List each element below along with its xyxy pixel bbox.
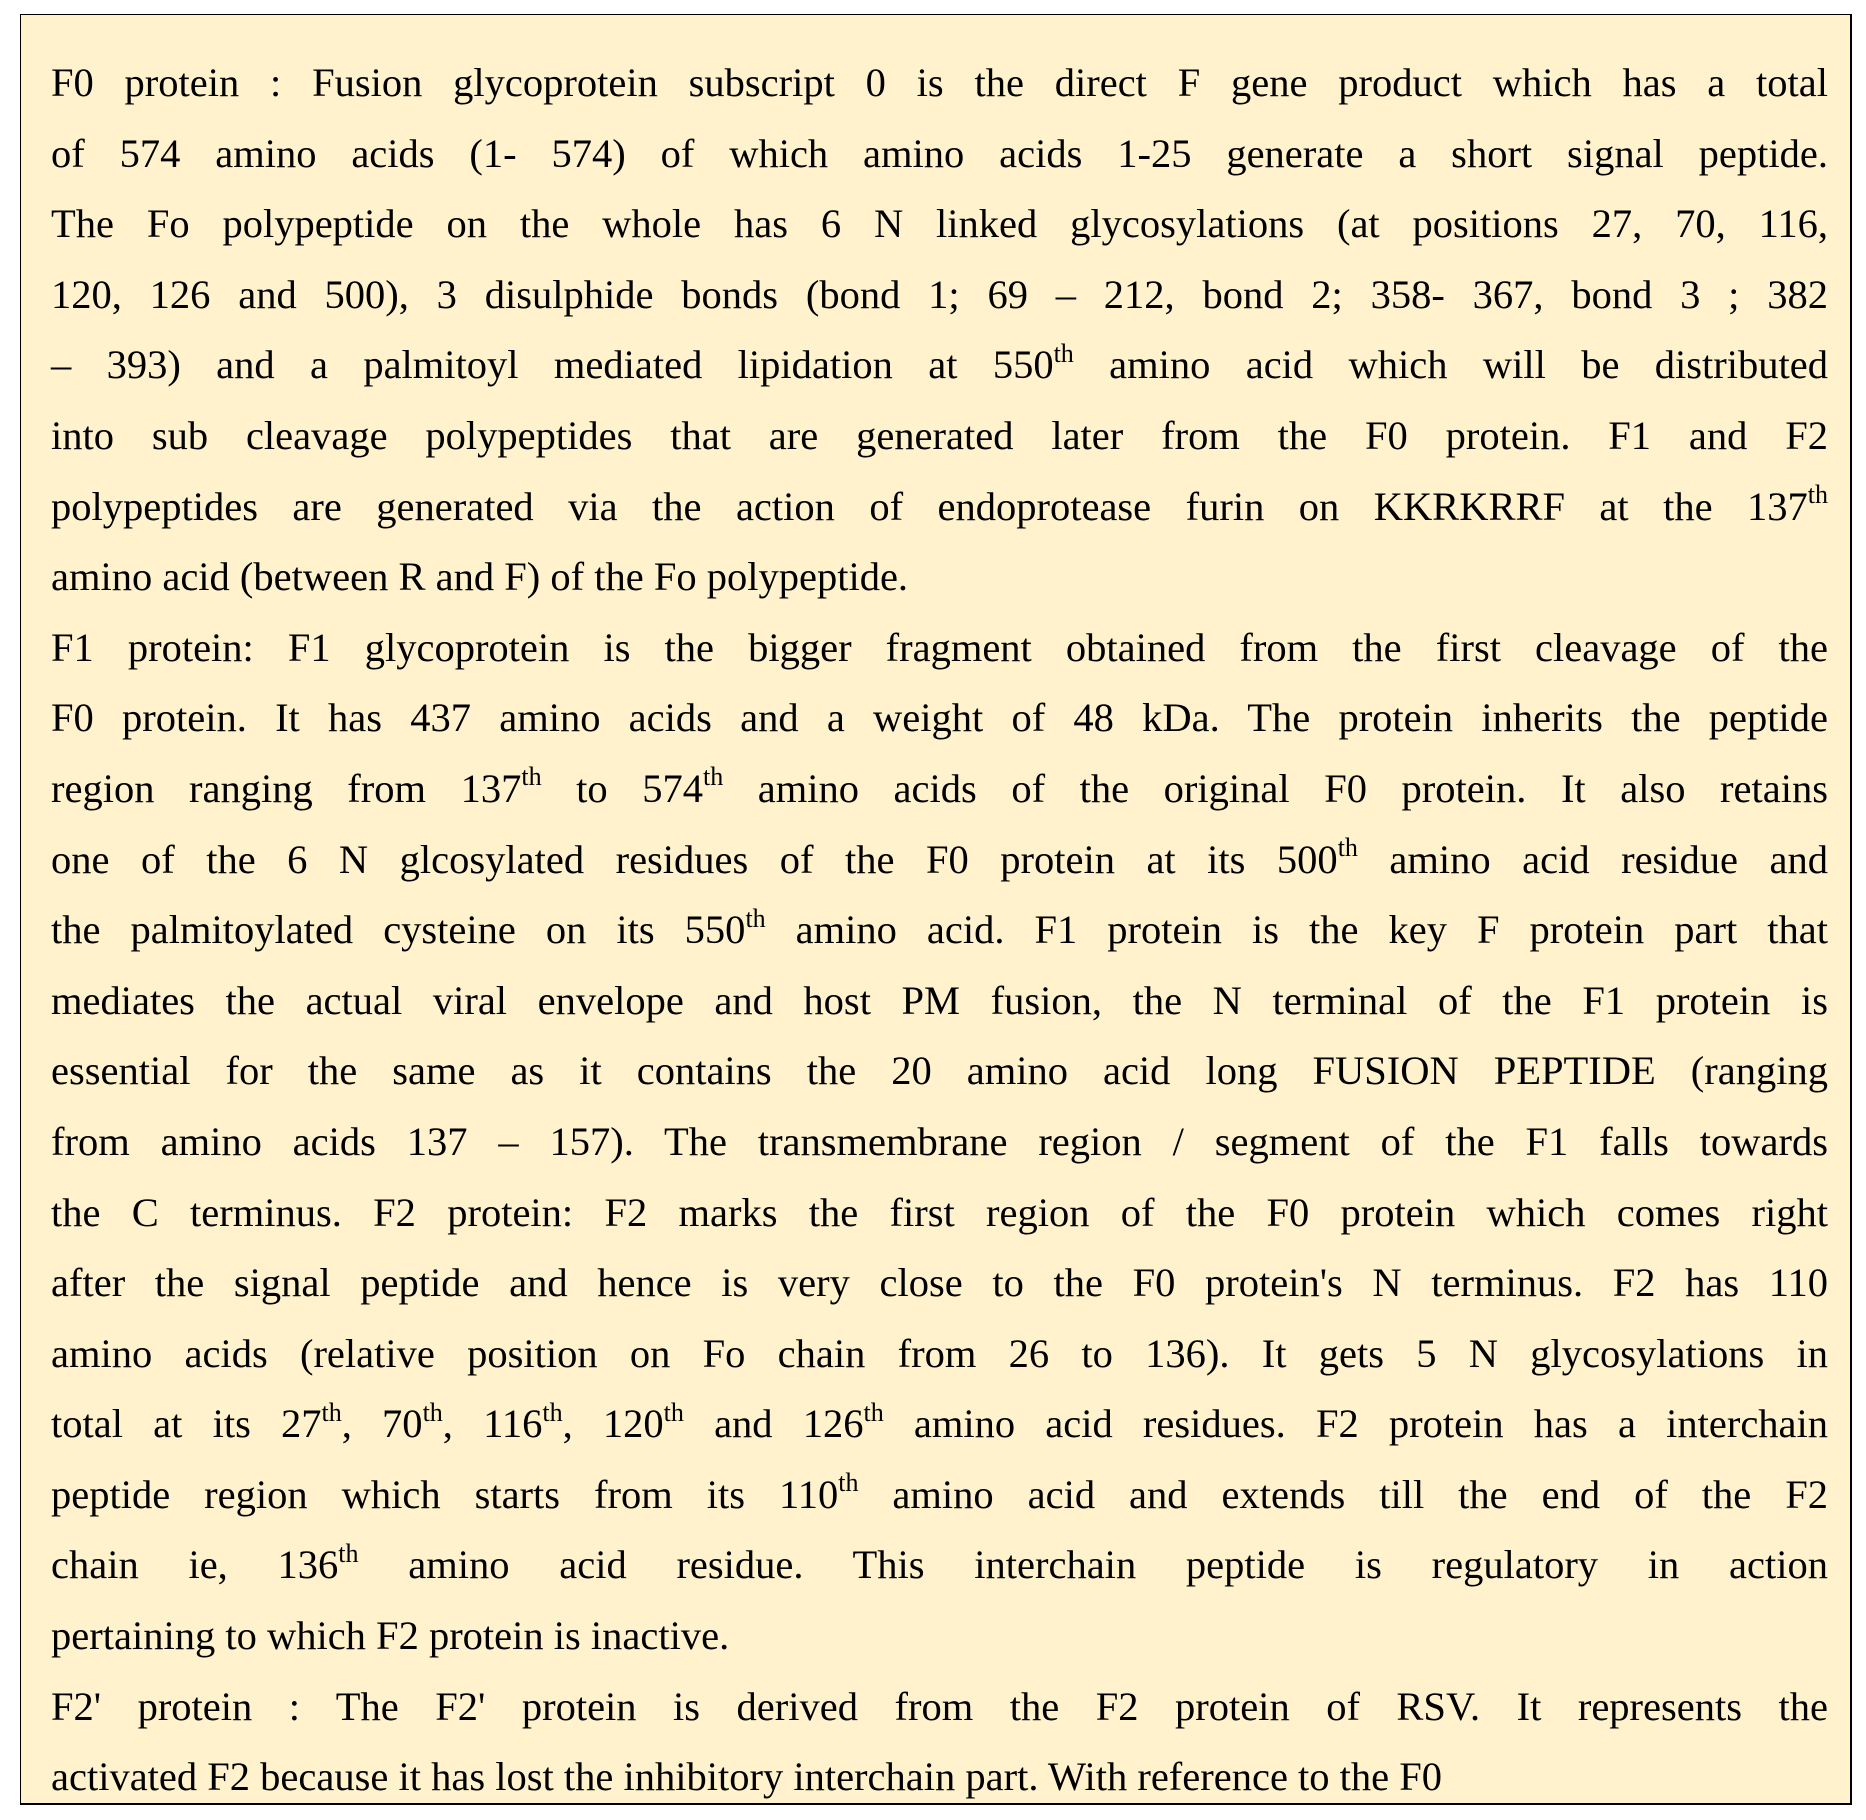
paragraph-f0-protein: [51, 48, 1828, 613]
text-line: [51, 472, 1828, 543]
text-segment: essential for the same as it contains the 20 amino acid long FUSION PEPTIDE (ranging: [51, 1048, 1828, 1094]
text-segment: amino acid residue. This interchain peptide is regulatory in action: [358, 1542, 1828, 1588]
text-line: [51, 613, 1828, 684]
text-segment: amino acid. F1 protein is the key F protein part that: [765, 907, 1828, 953]
ordinal-superscript: th: [1807, 480, 1828, 510]
text-segment: F0 protein. It has 437 amino acids and a weight of 48 kDa. The protein inherits the peptide: [51, 695, 1828, 741]
text-segment: total at its 27: [51, 1401, 322, 1447]
paragraph-f2-prime-protein: [51, 1672, 1828, 1813]
text-segment: polypeptides are generated via the action of endoprotease furin on KKRKRRF at the 137: [51, 483, 1808, 529]
text-segment: 120, 126 and 500), 3 disulphide bonds (bond 1; 69 – 212, bond 2; 358- 367, bond 3 ; 382: [51, 271, 1828, 317]
paragraph-f1-f2-protein: [51, 613, 1828, 1672]
text-line: [51, 260, 1828, 331]
text-segment: , 70: [341, 1401, 423, 1447]
text-line: [51, 189, 1828, 260]
text-segment: after the signal peptide and hence is very close to the F0 protein's N terminus. F2 has 110: [51, 1260, 1828, 1306]
ordinal-superscript: th: [745, 903, 766, 933]
text-segment: and 126: [683, 1401, 864, 1447]
text-segment: region ranging from 137: [51, 765, 522, 811]
text-segment: into sub cleavage polypeptides that are generated later from the F0 protein. F1 and F2: [51, 412, 1828, 458]
text-line: [51, 1107, 1828, 1178]
text-segment: F0 protein : Fusion glycoprotein subscript 0 is the direct F gene product which has a total: [51, 60, 1828, 105]
text-segment: F2' protein : The F2' protein is derived from the F2 protein of RSV. It represents the: [51, 1683, 1828, 1729]
text-segment: amino acids (relative position on Fo chain from 26 to 136). It gets 5 N glycosylations in: [51, 1330, 1828, 1376]
text-line: [51, 542, 1828, 613]
ordinal-superscript: th: [863, 1397, 884, 1427]
text-segment: amino acid residues. F2 protein has a interchain: [883, 1401, 1829, 1447]
text-line: [51, 825, 1828, 896]
ordinal-superscript: th: [542, 1397, 563, 1427]
text-line: [51, 330, 1828, 401]
text-line: [51, 1742, 1828, 1813]
ordinal-superscript: th: [1053, 338, 1074, 368]
text-segment: amino acid residue and: [1357, 836, 1828, 882]
text-segment: amino acid (between R and F) of the Fo polypeptide.: [51, 554, 909, 600]
text-line: [51, 754, 1828, 825]
text-line: [51, 401, 1828, 472]
text-line: [51, 1672, 1828, 1743]
text-segment: amino acid and extends till the end of the F2: [858, 1471, 1829, 1517]
text-line: [51, 119, 1828, 190]
text-segment: , 116: [442, 1401, 543, 1447]
text-segment: mediates the actual viral envelope and host PM fusion, the N terminal of the F1 protein is: [51, 977, 1828, 1023]
ordinal-superscript: th: [1337, 833, 1358, 863]
text-segment: to 574: [541, 765, 703, 811]
ordinal-superscript: th: [422, 1397, 443, 1427]
text-segment: – 393) and a palmitoyl mediated lipidation at 550: [51, 342, 1054, 388]
text-segment: the C terminus. F2 protein: F2 marks the first region of the F0 protein which comes right: [51, 1189, 1828, 1235]
ordinal-superscript: th: [321, 1397, 342, 1427]
text-line: [51, 1389, 1828, 1460]
document-body: [51, 48, 1828, 1813]
text-segment: from amino acids 137 – 157). The transmembrane region / segment of the F1 falls towards: [51, 1118, 1828, 1164]
text-segment: peptide region which starts from its 110: [51, 1471, 839, 1517]
text-segment: of 574 amino acids (1- 574) of which amino acids 1-25 generate a short signal peptide.: [51, 130, 1828, 176]
text-line: [51, 48, 1828, 119]
ordinal-superscript: th: [663, 1397, 684, 1427]
text-segment: the palmitoylated cysteine on its 550: [51, 907, 746, 953]
text-segment: amino acids of the original F0 protein. It also retains: [723, 765, 1828, 811]
text-line: [51, 966, 1828, 1037]
text-line: [51, 1530, 1828, 1601]
text-segment: amino acid which will be distributed: [1073, 342, 1828, 388]
text-segment: chain ie, 136: [51, 1542, 339, 1588]
ordinal-superscript: th: [521, 762, 542, 792]
ordinal-superscript: th: [702, 762, 724, 792]
text-line: [51, 1319, 1828, 1390]
text-line: [51, 1601, 1828, 1672]
ordinal-superscript: th: [338, 1538, 359, 1568]
text-segment: F1 protein: F1 glycoprotein is the bigger fragment obtained from the first cleavage of the: [51, 624, 1828, 670]
text-segment: The Fo polypeptide on the whole has 6 N linked glycosylations (at positions 27, 70, 116,: [51, 201, 1828, 247]
text-line: [51, 1460, 1828, 1531]
text-line: [51, 1178, 1828, 1249]
text-segment: activated F2 because it has lost the inhibitory interchain part. With reference to the F0: [51, 1754, 1443, 1800]
text-line: [51, 895, 1828, 966]
text-segment: , 120: [562, 1401, 664, 1447]
text-line: [51, 1036, 1828, 1107]
text-segment: pertaining to which F2 protein is inactive.: [51, 1613, 730, 1659]
text-line: [51, 1248, 1828, 1319]
text-line: [51, 683, 1828, 754]
ordinal-superscript: th: [838, 1468, 859, 1498]
text-segment: one of the 6 N glcosylated residues of the F0 protein at its 500: [51, 836, 1338, 882]
document-text-box: [20, 14, 1852, 1805]
